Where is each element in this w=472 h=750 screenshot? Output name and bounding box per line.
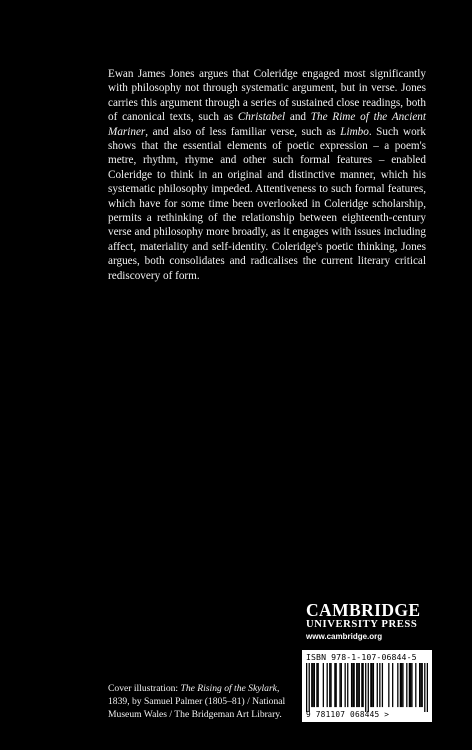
cover-credit-prefix: Cover illustration: [108, 683, 181, 694]
barcode-bar [354, 663, 355, 707]
barcode-bar [427, 663, 428, 712]
barcode-bar [356, 663, 357, 707]
barcode-bar [422, 663, 423, 707]
publisher-name-line2: UNIVERSITY PRESS [306, 619, 418, 630]
barcode-bar [410, 663, 411, 707]
publisher-logo [302, 601, 432, 650]
barcode-bar [420, 663, 421, 707]
cover-credit-title: The Rising of the Skylark [180, 683, 277, 694]
barcode-bar [329, 663, 330, 707]
barcode-bar [401, 663, 402, 707]
barcode-bar [347, 663, 348, 707]
barcode-bar [311, 663, 312, 707]
publisher-block [302, 601, 432, 722]
barcode-bar [334, 663, 335, 707]
barcode-bar [419, 663, 420, 707]
barcode-bar [388, 663, 389, 707]
blurb-text: and [285, 111, 311, 124]
blurb-italic-title: Limbo [340, 125, 369, 138]
barcode-bar [406, 663, 407, 707]
barcode-bar [316, 663, 317, 707]
barcode-bar [402, 663, 403, 707]
isbn-label: ISBN 978-1-107-06844-5 [306, 652, 417, 662]
blurb-italic-title: Christabel [237, 111, 286, 124]
barcode-bar [339, 663, 340, 707]
barcode-bar [318, 663, 319, 707]
barcode-bar [379, 663, 380, 707]
cover-illustration-credit [108, 682, 296, 721]
publisher-name-line1: CAMBRIDGE [306, 600, 421, 620]
blurb-italic-title: The Rime of the Ancient Mariner [108, 111, 427, 138]
barcode-bar [392, 663, 393, 707]
barcode-bar [330, 663, 331, 707]
barcode-bar [411, 663, 412, 707]
barcode-icon [306, 663, 428, 712]
barcode-bar [327, 663, 328, 707]
barcode-bar [415, 663, 416, 707]
barcode-box [302, 650, 432, 722]
barcode-bar [397, 663, 398, 707]
barcode-bar [373, 663, 374, 707]
barcode-bar [424, 663, 425, 712]
barcode-bar [361, 663, 362, 707]
barcode-bar [357, 663, 358, 707]
blurb-text: Ewan James Jones argues that Coleridge engaged most significantly with philosophy not through systematic argument, but in verse. Jones carries this argument through a series of sustained close readings, both of canonical texts, such as [108, 68, 426, 124]
barcode-bar [351, 663, 352, 707]
cover-credit-rest: , 1839, by Samuel Palmer (1805–81) / National Museum Wales / The Bridgeman Art Library. [108, 683, 286, 720]
blurb-text: . Such work shows that the essential elements of poetic expression – a poem's metre, rhythm, rhyme and other such formal features – enabled Coleridge to think in an original and distinctive manner, which his systematic philosophy impeded. Attentiveness to such formal features, which have for some time been overlooked in Coleridge scholarship, permits a rethinking of the relationship between eighteenth-century verse and philosophy more broadly, as it engages with issues including affect, materiality and self-identity. Coleridge's poetic thinking, Jones argues, both consolidates and radicalises the current literary critical rediscovery of form. [108, 125, 426, 282]
back-cover-blurb [108, 67, 426, 283]
barcode-bar [377, 663, 378, 707]
barcode-bar [370, 663, 371, 707]
barcode-bar [323, 663, 324, 707]
barcode-bar [363, 663, 364, 707]
barcode-digits: 9 781107 068445 > [306, 710, 390, 719]
blurb-text: , and also of less familiar verse, such as [145, 125, 341, 138]
barcode-bar [345, 663, 346, 707]
barcode-bar [409, 663, 410, 707]
barcode-bar [365, 663, 366, 712]
barcode-bar [306, 663, 307, 712]
barcode-bar [382, 663, 383, 707]
barcode-bar [371, 663, 372, 707]
barcode-bar [359, 663, 360, 707]
barcode-bar [341, 663, 342, 707]
barcode-bar [312, 663, 313, 707]
barcode-bar [314, 663, 315, 707]
barcode-bar [400, 663, 401, 707]
barcode-bar [309, 663, 310, 712]
barcode-bar [368, 663, 369, 712]
barcode-bar [336, 663, 337, 707]
barcode-bar [352, 663, 353, 707]
publisher-url[interactable]: www.cambridge.org [306, 632, 383, 641]
